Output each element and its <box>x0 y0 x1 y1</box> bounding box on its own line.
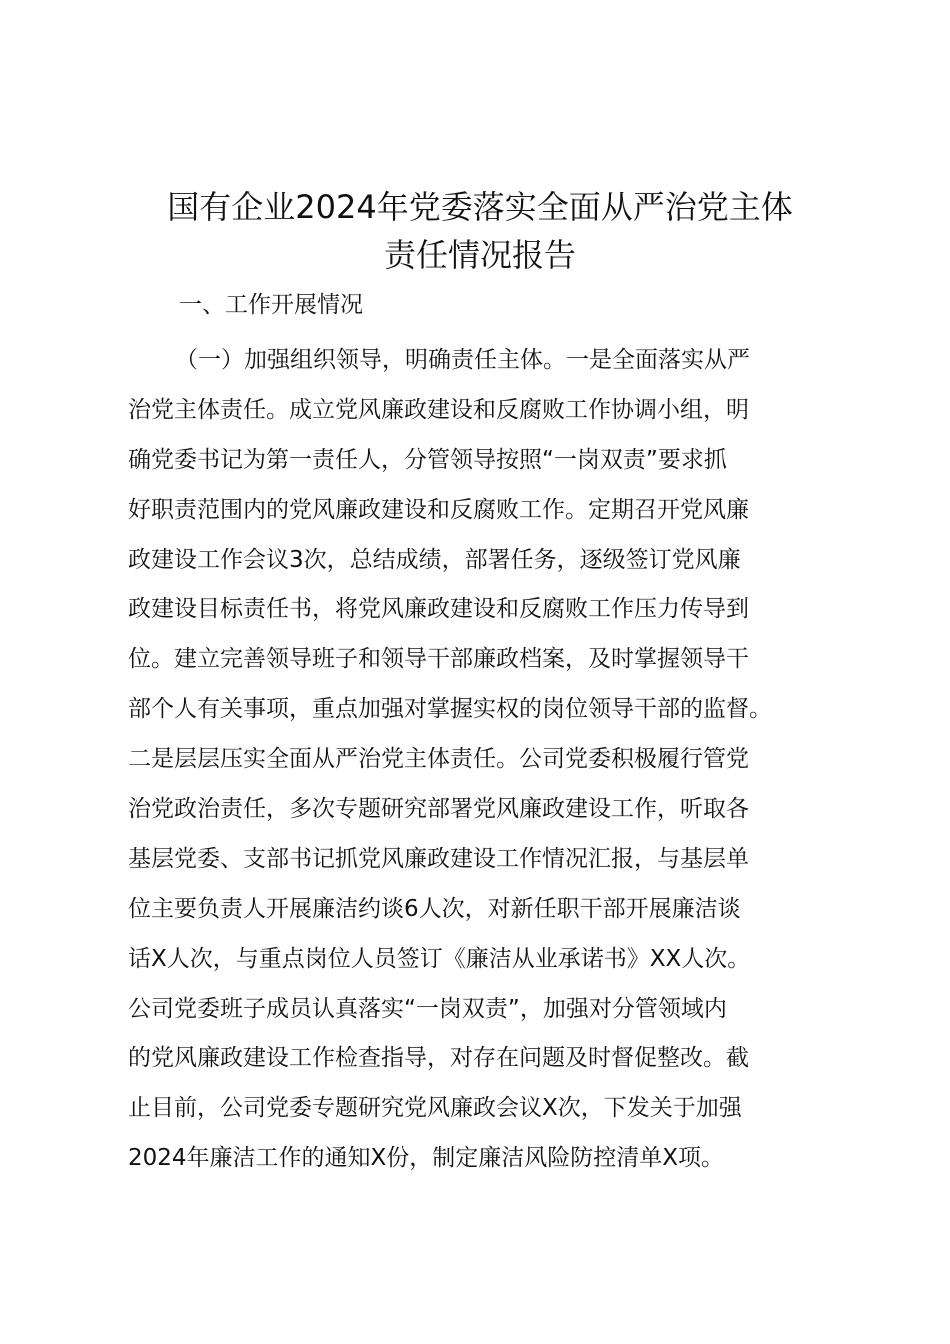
title-line-2: 责任情况报告 <box>383 236 576 274</box>
body-line: 止目前，公司党委专题研究党风廉政会议X次，下发关于加强 <box>128 1095 742 1122</box>
body-line: 2024年廉洁工作的通知X份，制定廉洁风险防控清单X项。 <box>128 1145 725 1172</box>
body-line: 基层党委、支部书记抓党风廉政建设工作情况汇报，与基层单 <box>128 845 749 872</box>
body-paragraph <box>128 336 848 1184</box>
body-line: 二是层层压实全面从严治党主体责任。公司党委积极履行管党 <box>128 746 749 773</box>
body-line: 治党主体责任。成立党风廉政建设和反腐败工作协调小组，明 <box>128 396 749 423</box>
document-title <box>120 183 840 279</box>
body-line: 的党风廉政建设工作检查指导，对存在问题及时督促整改。截 <box>128 1045 749 1072</box>
body-line: 政建设目标责任书，将党风廉政建设和反腐败工作压力传导到 <box>128 596 749 623</box>
title-line-1: 国有企业2024年党委落实全面从严治党主体 <box>167 188 793 226</box>
body-line: 治党政治责任，多次专题研究部署党风廉政建设工作，听取各 <box>128 796 749 823</box>
section-heading: 一、工作开展情况 <box>179 292 363 318</box>
body-line: 位主要负责人开展廉洁约谈6人次，对新任职干部开展廉洁谈 <box>128 895 741 922</box>
body-line: 公司党委班子成员认真落实“一岗双责”，加强对分管领域内 <box>128 995 727 1022</box>
body-line: 位。建立完善领导班子和领导干部廉政档案，及时掌握领导干 <box>128 646 749 673</box>
body-line: 话X人次，与重点岗位人员签订《廉洁从业承诺书》XX人次。 <box>128 945 751 972</box>
body-line: 好职责范围内的党风廉政建设和反腐败工作。定期召开党风廉 <box>128 496 749 523</box>
body-line: 确党委书记为第一责任人，分管领导按照“一岗双责”要求抓 <box>128 446 727 473</box>
body-line: （一）加强组织领导，明确责任主体。一是全面落实从严 <box>175 347 750 373</box>
body-line: 政建设工作会议3次，总结成绩，部署任务，逐级签订党风廉 <box>128 546 741 573</box>
body-line: 部个人有关事项，重点加强对掌握实权的岗位领导干部的监督。 <box>128 696 772 723</box>
